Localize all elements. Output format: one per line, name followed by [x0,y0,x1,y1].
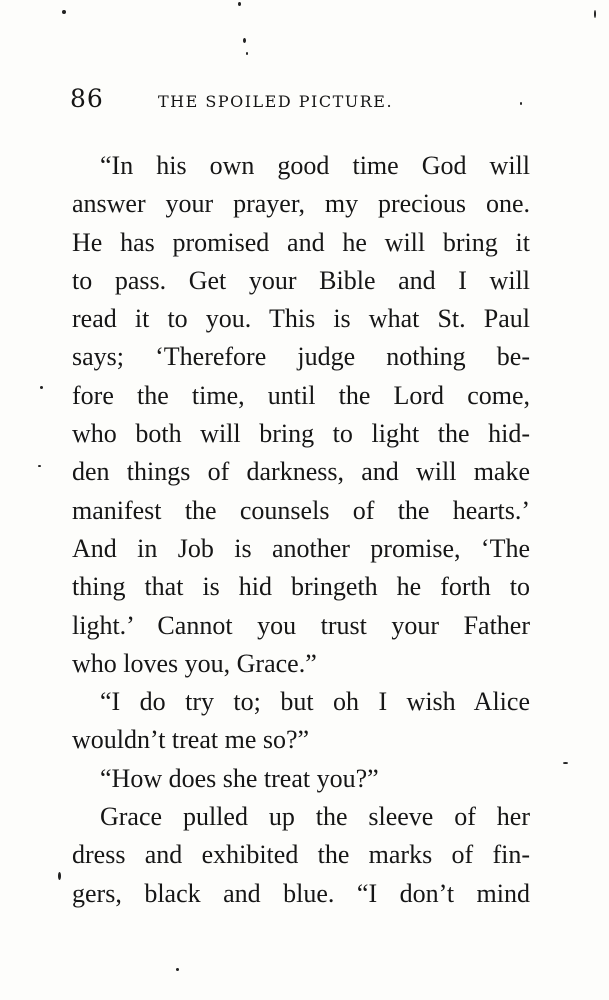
print-speck [38,465,41,467]
text-line: gers, black and blue. “I don’t mind [72,878,530,908]
print-speck [58,872,61,880]
text-line: “I do try to; but oh I wish Alice [100,687,530,717]
page-header [70,84,540,124]
text-line: thing that is hid bringeth he forth to [72,572,530,602]
print-speck [238,2,241,6]
text-line: manifest the counsels of the hearts.’ [72,495,530,525]
text-line: who loves you, Grace.” [72,648,317,678]
body-text [72,147,530,913]
text-line: says; ‘Therefore judge nothing be- [72,342,530,372]
running-title: THE SPOILED PICTURE. [158,92,394,111]
print-speck [246,52,248,55]
text-line: “In his own good time God will [100,151,530,180]
text-line: answer your prayer, my precious one. [72,189,530,219]
text-line: And in Job is another promise, ‘The [72,533,530,563]
text-line: Grace pulled up the sleeve of her [100,802,530,832]
text-line: dress and exhibited the marks of fin- [72,840,530,870]
print-speck [563,762,568,764]
text-line: who both will bring to light the hid- [72,419,530,449]
text-line: fore the time, until the Lord come, [72,380,530,410]
text-line: wouldn’t treat me so?” [72,725,310,755]
print-speck [62,10,66,14]
print-speck [243,38,246,43]
text-line: “How does she treat you?” [100,763,379,793]
text-line: to pass. Get your Bible and I will [72,265,530,295]
text-line: He has promised and he will bring it [72,227,530,257]
print-speck [594,10,596,18]
text-line: den things of darkness, and will make [72,457,530,487]
text-line: read it to you. This is what St. Paul [72,304,530,334]
text-line: light.’ Cannot you trust your Father [72,610,530,640]
page-number: 86 [70,84,104,113]
print-speck [176,968,179,971]
print-speck [40,386,43,389]
